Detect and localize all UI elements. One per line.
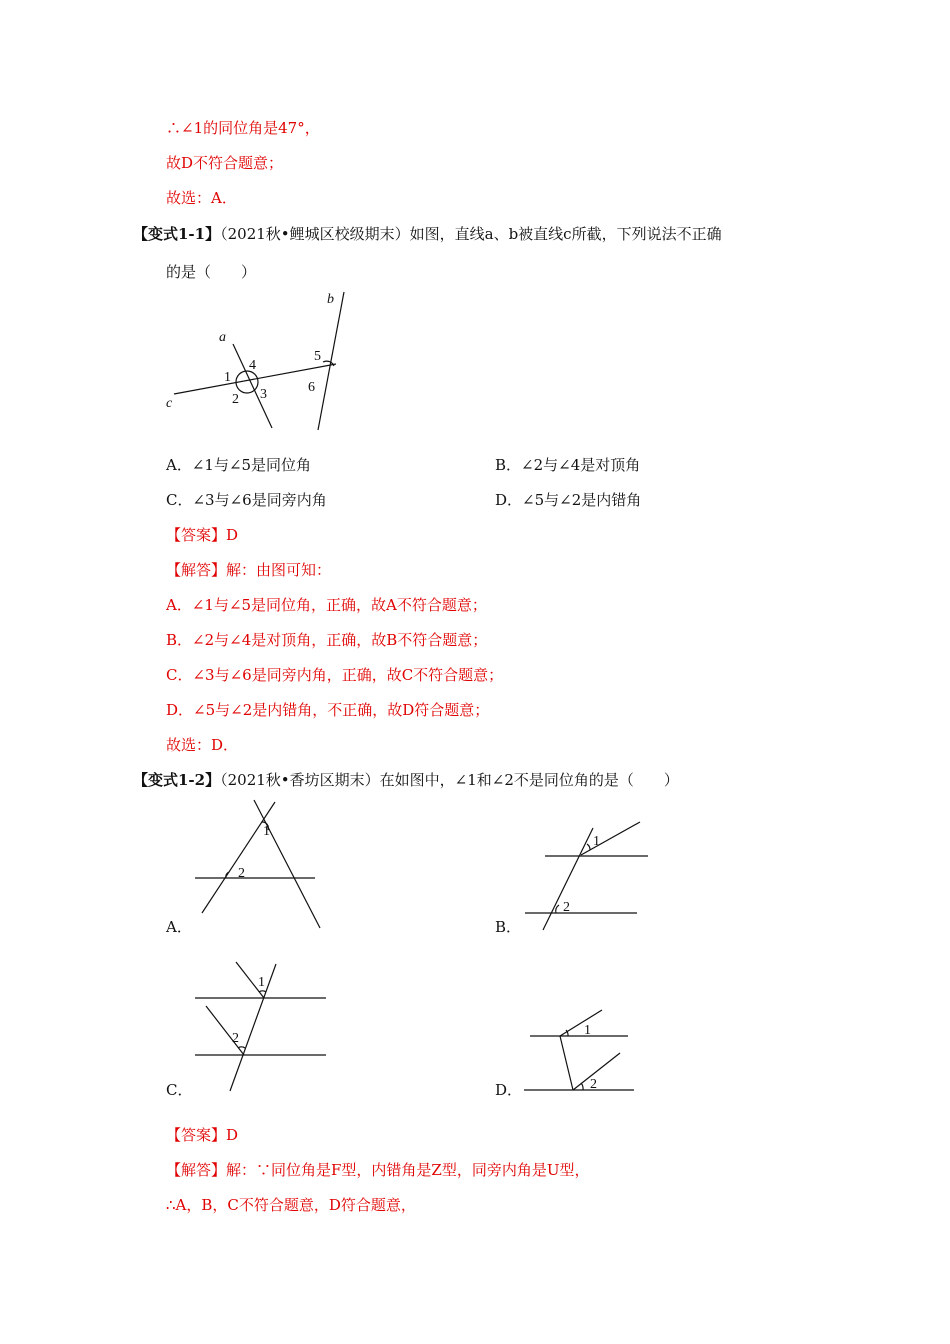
answer-2: 【答案】D [166,1126,239,1144]
figure-a [190,800,330,935]
variant-source: （2021秋•鲤城区校级期末） [220,225,410,243]
label-angle-6: 6 [308,380,315,395]
label-angle-3: 3 [260,387,267,402]
option-b: B．∠2与∠4是对顶角 [495,456,641,474]
solution-2-line-2: ∴A，B，C不符合题意，D符合题意， [166,1196,416,1214]
label-1: 1 [258,975,265,990]
figure-c [190,958,330,1098]
figure-option-d: D． [495,1081,523,1099]
solution-choice: 故选：D． [166,736,239,754]
solution-intro-text: 解：由图可知： [226,561,332,579]
variant-source-2: （2021秋•香坊区期末） [220,771,380,789]
prev-solution-line-3: 故选：A． [166,189,237,207]
solution-head: 【解答】 [166,561,227,579]
variant-tag: 【变式1-1】 [133,225,221,243]
variant-1-1-question [133,224,722,244]
label-2: 2 [232,1031,239,1046]
option-c: C．∠3与∠6是同旁内角 [166,491,327,509]
prev-solution-line-2: 故D不符合题意； [166,154,284,172]
prev-solution-line-1: ∴∠1的同位角是47°， [166,119,320,137]
label-2: 2 [563,900,570,915]
label-angle-5: 5 [314,349,321,364]
solution-2-line-1 [166,1160,590,1180]
solution-line-c: C．∠3与∠6是同旁内角，正确，故C不符合题意； [166,666,504,684]
label-a: a [219,330,226,345]
figure-option-b: B． [495,918,522,936]
label-2: 2 [238,866,245,881]
question-text-2: 在如图中，∠1和∠2不是同位角的是（ ） [379,771,679,789]
line-b [318,292,344,430]
solution-text-2: 解：∵同位角是F型，内错角是Z型，同旁内角是U型， [226,1161,590,1179]
question-text-cont: 的是（ ） [166,263,257,281]
label-1: 1 [593,834,600,849]
line-a [233,344,272,428]
label-angle-4: 4 [249,358,256,373]
figure-option-c: C． [166,1081,193,1099]
solution-line-b: B．∠2与∠4是对顶角，正确，故B不符合题意； [166,631,488,649]
solution-intro [166,560,331,580]
label-1: 1 [263,824,270,839]
solution-line-a: A．∠1与∠5是同位角，正确，故A不符合题意； [166,596,487,614]
option-d: D．∠5与∠2是内错角 [495,491,642,509]
solution-head-2: 【解答】 [166,1161,227,1179]
figure-option-a: A． [166,918,192,936]
option-a: A．∠1与∠5是同位角 [166,456,312,474]
question-text: 如图，直线a、b被直线c所截，下列说法不正确 [409,225,722,243]
answer: 【答案】D [166,526,239,544]
label-c: c [166,396,173,411]
label-2: 2 [590,1077,597,1092]
figure-b [535,800,695,935]
label-b: b [327,292,334,307]
label-angle-2: 2 [232,392,239,407]
label-angle-1: 1 [224,370,231,385]
transversal-figure [160,288,360,438]
variant-1-2-question [133,770,679,790]
figure-d [520,996,660,1106]
label-1: 1 [584,1023,591,1038]
solution-line-d: D．∠5与∠2是内错角，不正确，故D符合题意； [166,701,490,719]
variant-tag-2: 【变式1-2】 [133,771,221,789]
